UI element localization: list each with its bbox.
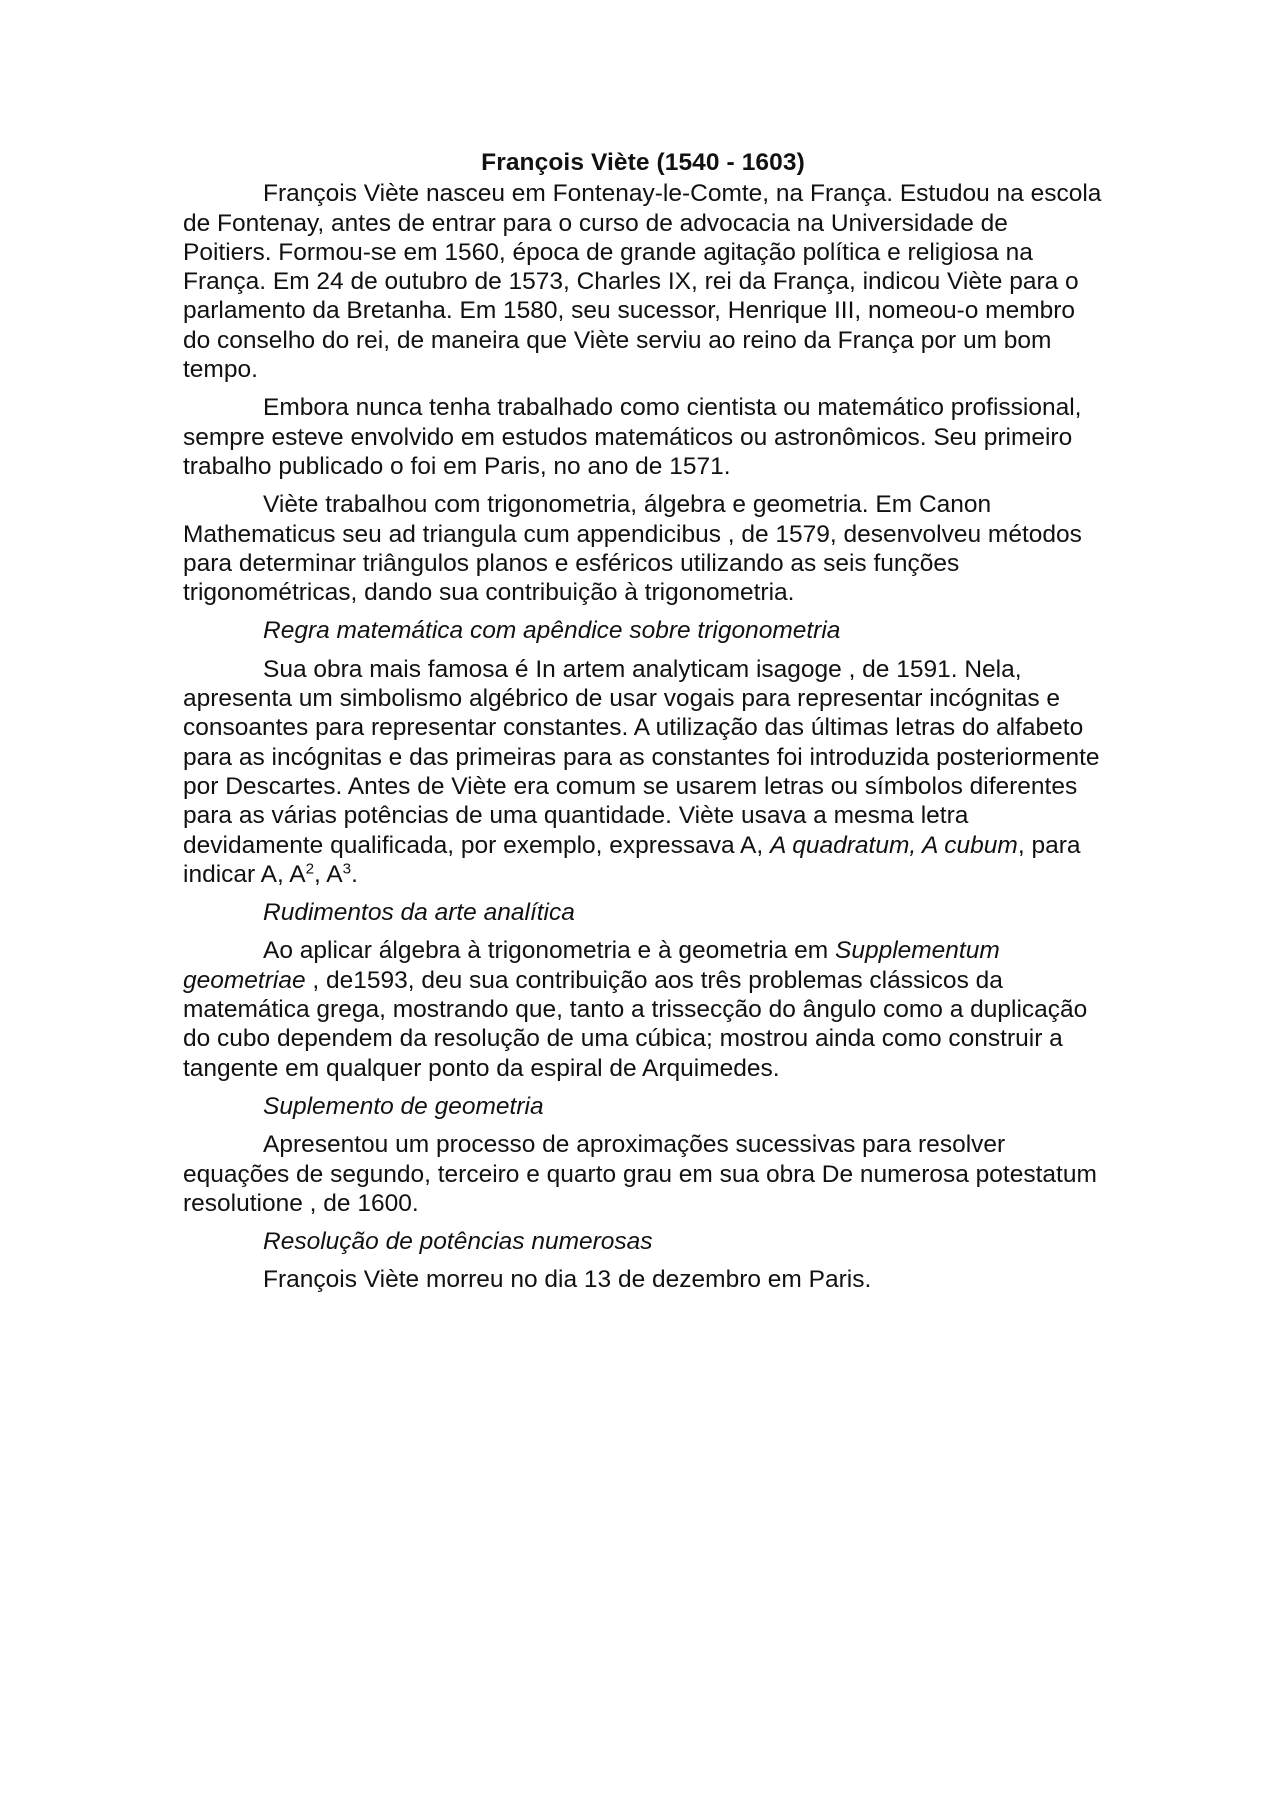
isagoge-sep: , A (314, 860, 343, 888)
paragraph-death: François Viète morreu no dia 13 de dezembro em Paris. (263, 1266, 872, 1294)
paragraph-numerosa: Apresentou um processo de aproximações sucessivas para resolver equações de segundo, terceiro e quarto grau em sua obra De numerosa potestatum resolutione , de 1600. (183, 1131, 1097, 1217)
note-isagoge-translation: Rudimentos da arte analítica (263, 899, 575, 927)
exponent-2: 2 (305, 860, 315, 878)
supplementum-rest: , de1593, deu sua contribuição aos três problemas clássicos da matemática grega, mostrando que, tanto a trissecção do ângulo como a duplicação do cubo dependem da resolução de uma cúbica; mostrou ainda como construir a tangente em qualquer ponto da espiral de Arquimedes. (183, 966, 1088, 1082)
isagoge-end: . (351, 860, 358, 888)
document-page (183, 148, 1103, 1295)
isagoge-text: Sua obra mais famosa é In artem analyticam isagoge , de 1591. Nela, apresenta um simbolismo algébrico de usar vogais para representar incógnitas e consoantes para representar constantes. A utilização das últimas letras do alfabeto para as incógnitas e das primeiras para as constantes foi introduzida posteriormente por Descartes. Antes de Viète era comum se usarem letras ou símbolos diferentes para as várias potências de uma quantidade. Viète usava a mesma letra devidamente qualificada, por exemplo, expressava A, (183, 655, 1100, 859)
paragraph-isagoge (183, 655, 1103, 889)
note-canon-translation: Regra matemática com apêndice sobre trigonometria (263, 617, 841, 645)
isagoge-italic: A quadratum, A cubum (769, 831, 1018, 859)
paragraph-trigonometry: Viète trabalhou com trigonometria, álgebra e geometria. Em Canon Mathematicus seu ad triangula cum appendicibus , de 1579, desenvolveu métodos para determinar triângulos planos e esféricos utilizando as seis funções trigonométricas, dando sua contribuição à trigonometria. (183, 491, 1082, 607)
exponent-3: 3 (342, 860, 352, 878)
paragraph-career: Embora nunca tenha trabalhado como cientista ou matemático profissional, sempre esteve envolvido em estudos matemáticos ou astronômicos. Seu primeiro trabalho publicado o foi em Paris, no ano de 1571. (183, 394, 1082, 480)
supplementum-start: Ao aplicar álgebra à trigonometria e à geometria em (263, 937, 835, 965)
document-title: François Viète (1540 - 1603) (481, 149, 805, 176)
note-numerosa-translation: Resolução de potências numerosas (263, 1228, 653, 1256)
supplementum-italic: Supplementum geometriae (183, 937, 1000, 994)
paragraph-supplementum (183, 936, 1103, 1082)
paragraph-biography: François Viète nasceu em Fontenay-le-Comte, na França. Estudou na escola de Fontenay, antes de entrar para o curso de advocacia na Universidade de Poitiers. Formou-se em 1560, época de grande agitação política e religiosa na França. Em 24 de outubro de 1573, Charles IX, rei da França, indicou Viète para o parlamento da Bretanha. Em 1580, seu sucessor, Henrique III, nomeou-o membro do conselho do rei, de maneira que Viète serviu ao reino da França por um bom tempo. (183, 180, 1102, 384)
isagoge-tail: , para indicar A, A (183, 831, 1081, 888)
note-supplementum-translation: Suplemento de geometria (263, 1092, 544, 1120)
